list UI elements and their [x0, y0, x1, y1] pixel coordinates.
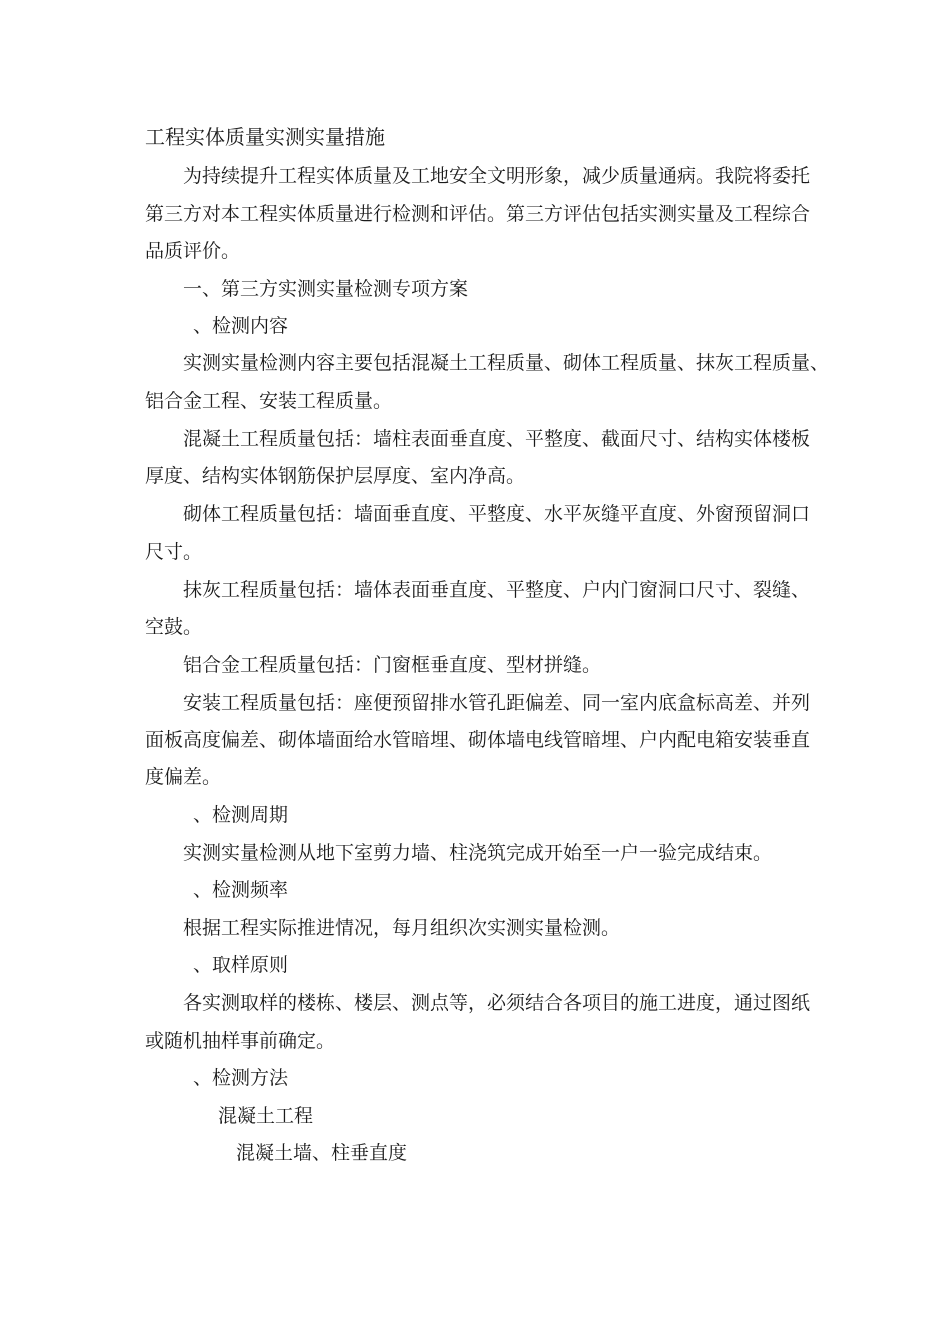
install-line-3: 度偏差。	[145, 766, 222, 788]
method-sub-heading: 混凝土工程	[218, 1105, 314, 1127]
content-line-1: 实测实量检测内容主要包括混凝土工程质量、砌体工程质量、抹灰工程质量、	[183, 352, 830, 374]
plaster-line-2: 空鼓。	[145, 616, 203, 638]
sampling-line-2: 或随机抽样事前确定。	[145, 1030, 336, 1052]
intro-line-3: 品质评价。	[145, 240, 241, 262]
masonry-line-2: 尺寸。	[145, 541, 203, 563]
item-heading-sampling: 、取样原则	[193, 954, 289, 976]
plaster-line-1: 抹灰工程质量包括：墙体表面垂直度、平整度、户内门窗洞口尺寸、裂缝、	[183, 579, 811, 601]
intro-line-1: 为持续提升工程实体质量及工地安全文明形象，减少质量通病。我院将委托	[183, 165, 811, 187]
concrete-line-1: 混凝土工程质量包括：墙柱表面垂直度、平整度、截面尺寸、结构实体楼板	[183, 428, 811, 450]
frequency-line: 根据工程实际推进情况，每月组织次实测实量检测。	[183, 917, 621, 939]
masonry-line-1: 砌体工程质量包括：墙面垂直度、平整度、水平灰缝平直度、外窗预留洞口	[183, 503, 811, 525]
item-heading-period: 、检测周期	[193, 804, 289, 826]
item-heading-method: 、检测方法	[193, 1067, 289, 1089]
period-line: 实测实量检测从地下室剪力墙、柱浇筑完成开始至一户一验完成结束。	[183, 842, 773, 864]
item-heading-content: 、检测内容	[193, 315, 289, 337]
document-title: 工程实体质量实测实量措施	[145, 125, 385, 149]
concrete-line-2: 厚度、结构实体钢筋保护层厚度、室内净高。	[145, 465, 526, 487]
install-line-2: 面板高度偏差、砌体墙面给水管暗埋、砌体墙电线管暗埋、户内配电箱安装垂直	[145, 729, 811, 751]
item-heading-frequency: 、检测频率	[193, 879, 289, 901]
sampling-line-1: 各实测取样的楼栋、楼层、测点等，必须结合各项目的施工进度，通过图纸	[183, 992, 811, 1014]
intro-line-2: 第三方对本工程实体质量进行检测和评估。第三方评估包括实测实量及工程综合	[145, 203, 811, 225]
section-heading-1: 一、第三方实测实量检测专项方案	[183, 278, 469, 300]
install-line-1: 安装工程质量包括：座便预留排水管孔距偏差、同一室内底盒标高差、并列	[183, 692, 811, 714]
content-line-2: 铝合金工程、安装工程质量。	[145, 390, 393, 412]
aluminum-line: 铝合金工程质量包括：门窗框垂直度、型材拼缝。	[183, 654, 602, 676]
method-sub-item: 混凝土墙、柱垂直度	[236, 1142, 408, 1164]
